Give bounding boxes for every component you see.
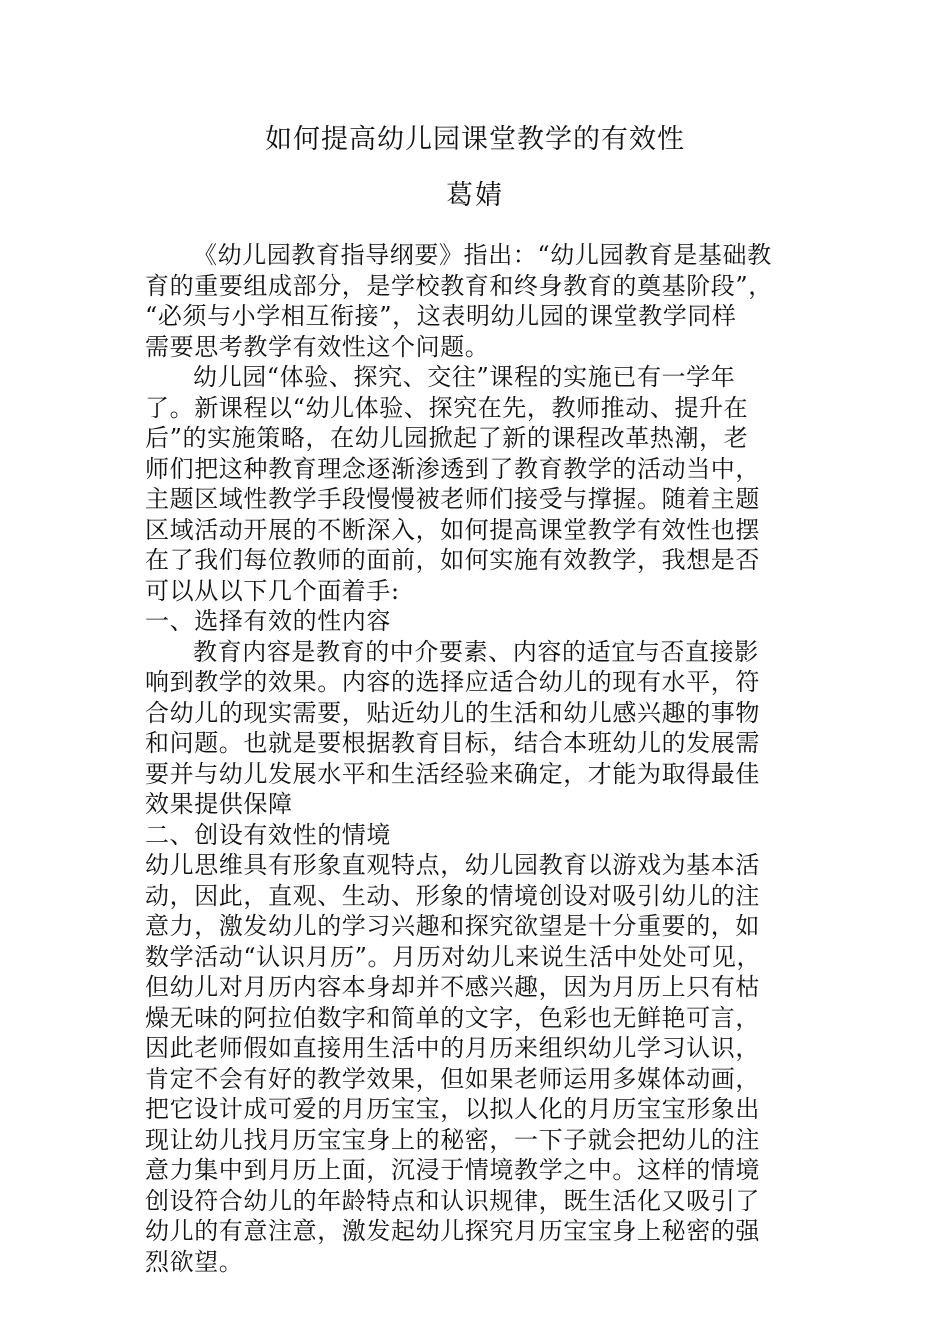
text-line: 《幼儿园教育指导纲要》指出：“幼儿园教育是基础教 xyxy=(193,241,772,269)
text-line: 燥无味的阿拉伯数字和简单的文字，色彩也无鲜艳可言， xyxy=(145,1003,760,1032)
text-line: 烈欲望。 xyxy=(145,1247,244,1276)
text-line: 区域活动开展的不断深入，如何提高课堂教学有效性也摆 xyxy=(145,515,760,544)
document-author: 葛婧 xyxy=(446,180,504,211)
text-line: 合幼儿的现实需要，贴近幼儿的生活和幼儿感兴趣的事物 xyxy=(145,698,760,727)
text-line: 后”的实施策略，在幼儿园掀起了新的课程改革热潮，老 xyxy=(145,424,749,452)
text-line: 幼儿的有意注意，激发起幼儿探究月历宝宝身上秘密的强 xyxy=(145,1217,760,1245)
text-line: 和问题。也就是要根据教育目标，结合本班幼儿的发展需 xyxy=(145,729,760,757)
text-line: 一、选择有效的性内容 xyxy=(145,607,391,635)
text-line: 现让幼儿找月历宝宝身上的秘密，一下子就会把幼儿的注 xyxy=(145,1125,760,1154)
text-line: 要并与幼儿发展水平和生活经验来确定，才能为取得最佳 xyxy=(145,759,760,788)
text-line: 二、创设有效性的情境 xyxy=(145,820,391,849)
text-line: 师们把这种教育理念逐渐渗透到了教育教学的活动当中， xyxy=(145,454,760,483)
text-line: 育的重要组成部分，是学校教育和终身教育的奠基阶段”， xyxy=(145,271,773,300)
text-line: 因此老师假如直接用生活中的月历来组织幼儿学习认识， xyxy=(145,1034,760,1062)
text-line: 可以从以下几个面着手: xyxy=(145,576,400,605)
text-line: 幼儿园“体验、探究、交往”课程的实施已有一学年 xyxy=(193,363,736,391)
document-title: 如何提高幼儿园课堂教学的有效性 xyxy=(265,124,685,155)
text-line: 但幼儿对月历内容本身却并不感兴趣，因为月历上只有枯 xyxy=(145,973,760,1001)
text-line: 数学活动“认识月历”。月历对幼儿来说生活中处处可见， xyxy=(145,942,762,971)
text-line: 主题区域性教学手段慢慢被老师们接受与撑握。随着主题 xyxy=(145,485,760,513)
text-line: 意力集中到月历上面，沉浸于情境教学之中。这样的情境 xyxy=(145,1156,760,1184)
text-line: 肯定不会有好的教学效果，但如果老师运用多媒体动画， xyxy=(145,1064,760,1093)
text-line: 把它设计成可爱的月历宝宝，以拟人化的月历宝宝形象出 xyxy=(145,1095,760,1123)
text-line: 意力，激发幼儿的学习兴趣和探究欲望是十分重要的，如 xyxy=(145,912,760,940)
text-line: 响到教学的效果。内容的选择应适合幼儿的现有水平，符 xyxy=(145,668,760,696)
text-line: “必须与小学相互衔接”，这表明幼儿园的课堂教学同样 xyxy=(145,302,737,330)
text-line: 在了我们每位教师的面前，如何实施有效教学，我想是否 xyxy=(145,546,760,574)
text-line: 创设符合幼儿的年龄特点和认识规律，既生活化又吸引了 xyxy=(145,1186,760,1215)
text-line: 了。新课程以“幼儿体验、探究在先，教师推动、提升在 xyxy=(145,393,749,422)
text-line: 效果提供保障 xyxy=(145,790,293,818)
text-line: 需要思考教学有效性这个问题。 xyxy=(145,332,490,361)
text-line: 教育内容是教育的中介要素、内容的适宜与否直接影 xyxy=(193,637,759,666)
text-line: 幼儿思维具有形象直观特点，幼儿园教育以游戏为基本活 xyxy=(145,851,760,879)
document-body xyxy=(145,240,807,1277)
text-line: 动，因此，直观、生动、形象的情境创设对吸引幼儿的注 xyxy=(145,881,760,910)
